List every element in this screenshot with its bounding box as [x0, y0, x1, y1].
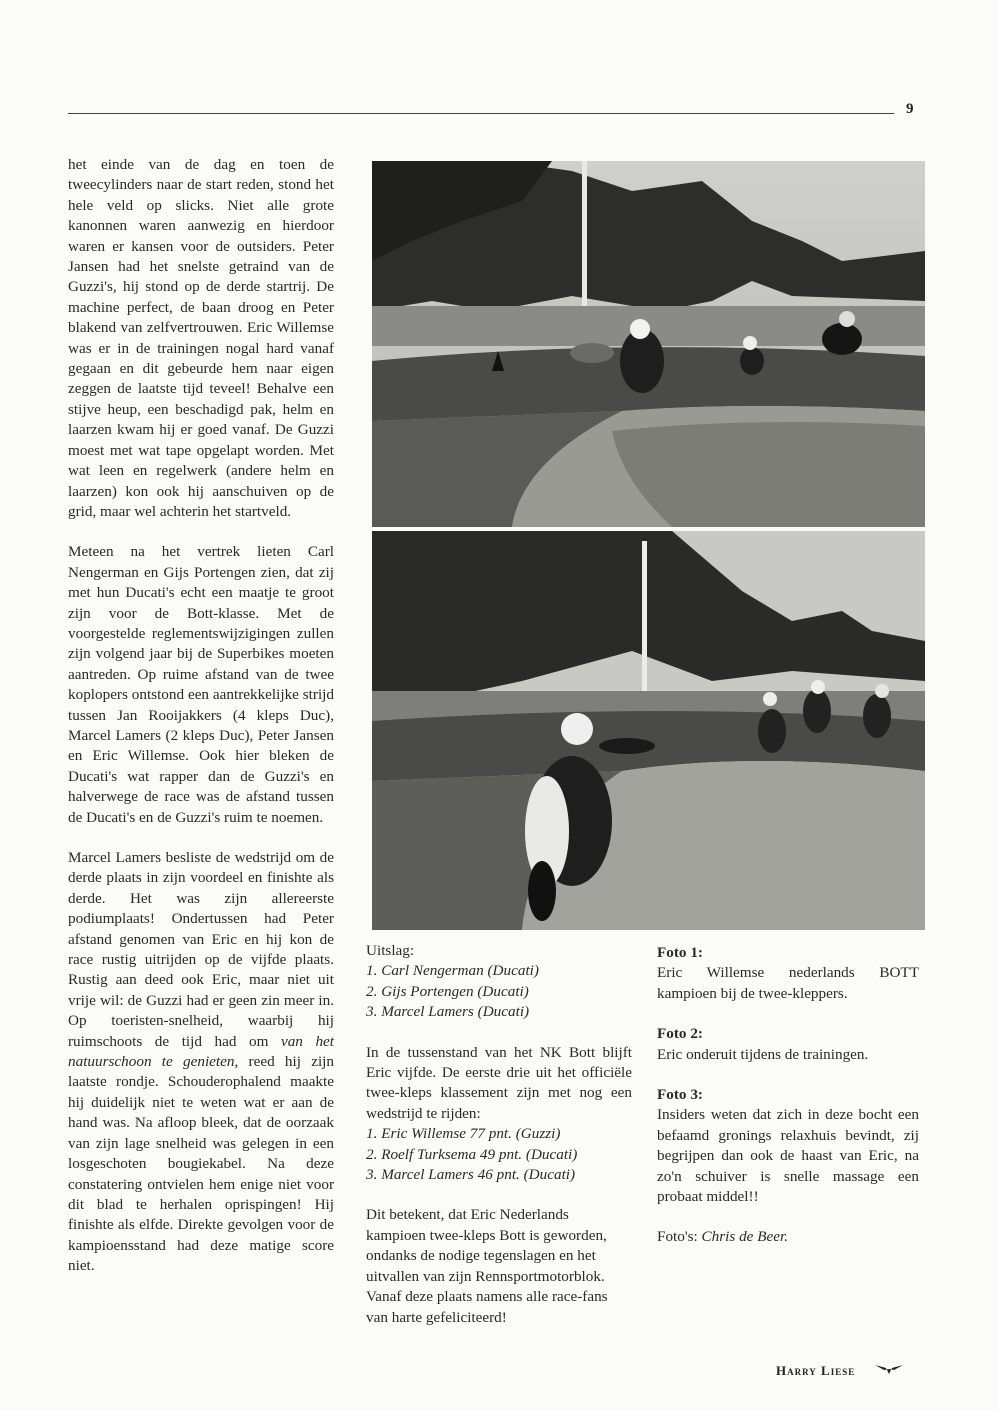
result-item: 3. Marcel Lamers (Ducati) [366, 1003, 530, 1021]
result-item: 2. Gijs Portengen (Ducati) [366, 982, 529, 1000]
eagle-wings-icon [874, 1362, 904, 1376]
article-paragraph-2: Meteen na het vertrek lieten Carl Nengerman en Gijs Portengen zien, dat zij met hun Ducati's echt een maatje te groot zijn voor de Bott-klasse. Met de voorgestelde reglementswijzigingen zullen zijn volgend jaar bij de Superbikes moeten aantreden. Op ruime afstand van de twee koplopers ontstond een aantrekkelijke strijd tussen Jan Rooijakkers (4 kleps Duc), Marcel Lamers (2 kleps Duc), Peter Jansen en Eric Willemse. Ook hier bleken de Ducati's wat rapper dan de Guzzi's en halverwege de race was de afstand tussen de Ducati's en de Guzzi's ruim te noemen. [68, 543, 334, 826]
article-paragraph-1: het einde van de dag en toen de tweecylinders naar de start reden, stond het hele veld op slicks. Niet alle grote kanonnen waren aanwezig en hierdoor waren er kansen voor de outsiders. Peter Jansen had het snelste getraind van de Guzzi's, hij stond op de derde startrij. De machine perfect, de baan droog en Peter blakend van zelfvertrouwen. Eric Willemse was er in de trainingen nogal hard vanaf gegaan en dit gebeurde hem naar eigen zeggen de laatste tijd teveel! Behalve een stijve heup, een beschadigd pak, helm en laarzen kwam hij er goed vanaf. De Guzzi moest met wat tape opgelapt worden. Met wat leen en regelwerk (andere helm en laarzen) kon ook hij aanschuiven op de grid, maar wel achterin het startveld. [68, 156, 334, 520]
foto2-caption: Eric onderuit tijdens de trainingen. [657, 1045, 869, 1063]
standings-item: 3. Marcel Lamers 46 pnt. (Ducati) [366, 1166, 576, 1184]
header-rule [68, 113, 894, 114]
page-number: 9 [906, 101, 914, 117]
standings-list [366, 1124, 632, 1185]
result-item: 1. Carl Nengerman (Ducati) [366, 962, 539, 980]
photo-1 [372, 161, 925, 527]
photo-2-image [372, 531, 925, 930]
foto3-title: Foto 3: [657, 1086, 703, 1104]
photo-credit [657, 1227, 919, 1247]
p3-start: Marcel Lamers besliste de wedstrijd om de derde plaats in zijn voordeel en finishte als derde. Het was zijn allereerste podiumplaats! Ondertussen had Peter afstand genomen van Eric en hij kon de race rustig uitrijden op de vijfde plaats. Rustig aan deed ook Eric, maar niet uit vrije wil: de Guzzi had er geen zin meer in. Op toeristen-snelheid, waarbij hij ruimschoots de tijd had om [68, 849, 334, 1050]
foto2-title: Foto 2: [657, 1025, 703, 1043]
foto1-title: Foto 1: [657, 944, 703, 961]
result-title: Uitslag: [366, 942, 415, 959]
credit-name: Chris de Beer. [701, 1228, 789, 1246]
standings-intro: In de tussenstand van het NK Bott blijft Eric vijfde. De eerste drie uit het officiële twee-kleps klassement zijn met nog een wedstrijd te rijden: [366, 1043, 632, 1122]
author-signature: Harry Liese [776, 1363, 856, 1378]
closing-paragraph: Dit betekent, dat Eric Nederlands kampioen twee-kleps Bott is geworden, ondanks de nodige tegenslagen en het uitvallen van zijn Rennsportmotorblok. Vanaf deze plaats namens alle race-fans van harte gefeliciteerd! [366, 1206, 608, 1326]
middle-column [366, 941, 632, 1348]
photo-2 [372, 531, 925, 930]
p3-italic: van het natuurschoon te genieten [68, 1032, 335, 1071]
foto1-caption: Eric Willemse nederlands BOTT kampioen bij de twee-kleppers. [657, 964, 919, 1002]
standings-item: 1. Eric Willemse 77 pnt. (Guzzi) [366, 1125, 561, 1143]
photo-1-image [372, 161, 925, 527]
left-column [68, 155, 334, 1297]
p3-end: , reed hij zijn laatste rondje. Schouderophalend maakte hij duidelijk niet te weten wat er aan de hand was. Na afloop bleek, dat de oorzaak van zijn lage snelheid was gelegen in een losgeschoten bougiekabel. Na deze constatering ontvielen hem enige niet voor dit blad te herhalen oprispingen! Hij finishte als elfde. Direkte gevolgen voor de kampioensstand had deze matige score niet. [68, 1053, 334, 1275]
result-list [366, 961, 632, 1022]
standings-item: 2. Roelf Turksema 49 pnt. (Ducati) [366, 1145, 578, 1163]
foto3-caption: Insiders weten dat zich in deze bocht een befaamd gronings relaxhuis bevindt, zij begrijpen dan ook de haast van Eric, na zo'n schuiver is snelle massage een probaat middel!! [657, 1106, 919, 1206]
credit-label: Foto's: [657, 1228, 702, 1246]
captions-column [657, 943, 919, 1248]
article-paragraph-3 [68, 848, 334, 1277]
